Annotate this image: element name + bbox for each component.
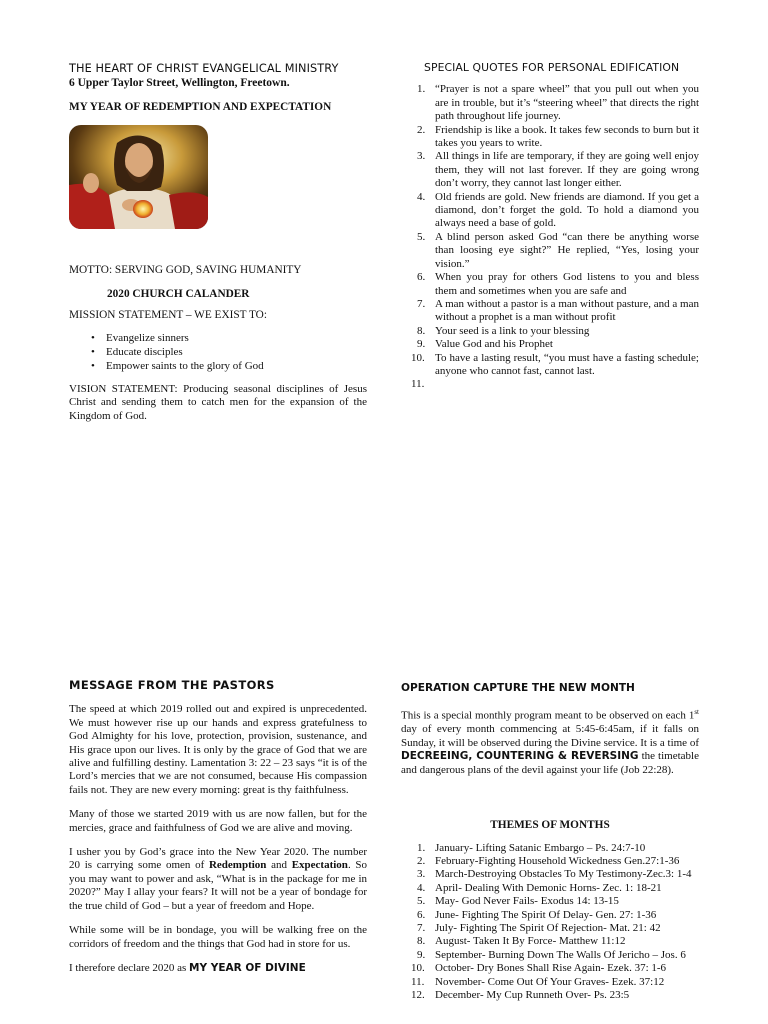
quote-item: 6. When you pray for others God listens to you and bless them and sometimes when you are safe and [417,271,699,297]
quote-item: 2. Friendship is like a book. It takes few seconds to burn but it takes you years to write. [417,123,699,150]
themes-list [401,842,699,1003]
quote-item: 10. To have a lasting result, “you must have a fasting schedule; anyone who cannot fast, cannot last. [411,351,699,377]
quote-item: 11. [411,378,425,391]
quote-item: 1. “Prayer is not a spare wheel” that you pull out when you are in trouble, but it’s “steering wheel” that directs the right path throughout life journey. [417,83,699,123]
quote-item: 8. Your seed is a link to your blessing [417,324,590,337]
motto-text: MOTTO: SERVING GOD, SAVING HUMANITY [69,264,302,277]
mission-statement-heading: MISSION STATEMENT – WE EXIST TO: [69,309,267,322]
month-theme-item: 10. October- Dry Bones Shall Rise Again- Ezek. 37: 1-6 [411,962,667,975]
quote-item: 5. A blind person asked God “can there be anything worse than loosing eye sight?” He replied, “Yes, losing your vision.” [417,230,699,270]
quote-item: 7. A man without a pastor is a man without pasture, and a man without a prophet is a man without profit [417,297,699,324]
month-theme-item: 8. August- Taken It By Force- Matthew 11:12 [417,935,626,948]
message-paragraph: The speed at which 2019 rolled out and expired is unprecedented. We must however rise up our hands and express gratefulness to God Almighty for his love, protection, provision, sustenance, and His grace upon our lives. It is only by the grace of God that we are alive and fulfilling destiny. Lamentation 3: 22 – 23 says “it is of the Lord’s mercies that we are not consumed, because His compassion fails not. They are new every morning: great is thy faithfulness. [69,703,367,796]
ministry-name: THE HEART OF CHRIST EVANGELICAL MINISTRY [69,62,339,75]
message-paragraph: Many of those we started 2019 with us are now fallen, but for the mercies, grace and faithfulness of God we are alive and moving. [69,808,367,834]
month-theme-item: 9. September- Burning Down The Walls Of Jericho – Jos. 6 [417,948,686,961]
vision-statement: VISION STATEMENT: Producing seasonal disciplines of Jesus Christ and sending them to catch men for the expansion of the Kingdom of God. [69,382,367,422]
quotes-column [401,61,699,392]
month-theme-item: 4. April- Dealing With Demonic Horns- Zec. 1: 18-21 [417,881,662,894]
quotes-title: SPECIAL QUOTES FOR PERSONAL EDIFICATION [424,61,680,74]
quote-item: 4. Old friends are gold. New friends are diamond. If you get a diamond, don’t forget the gold. To hold a diamond you always need a base of gold. [417,190,699,230]
message-paragraph: I therefore declare 2020 as MY YEAR OF DIVINE [69,961,306,974]
operation-title: OPERATION CAPTURE THE NEW MONTH [401,682,635,694]
quotes-list [401,83,699,391]
month-theme-item: 6. June- Fighting The Spirit Of Delay- Gen. 27: 1-36 [417,908,657,921]
message-paragraph: I usher you by God’s grace into the New Year 2020. The number 20 is carrying some omen of Redemption and Expectation. So you may want to power and ask, “What is in the package for me in 2020?” May I allay your fears? It will not be a year of bondage for the true child of God – but a year of freedom and Hope. [69,846,367,912]
ministry-address: 6 Upper Taylor Street, Wellington, Freetown. [69,77,290,90]
mission-list [91,332,367,373]
month-theme-item: 3. March-Destroying Obstacles To My Testimony-Zec.3: 1-4 [417,868,692,881]
month-theme-item: 12. December- My Cup Runneth Over- Ps. 23:5 [411,988,630,1001]
operation-description: This is a special monthly program meant to be observed on each 1st day of every month commencing at 5:45-6:45am, if it falls on Sunday, it will be observed during the Divine service. It is a time of DECREEING, COUNTERING & REVERSING the timetable and dangerous plans of the devil against your life (Job 22:28). [401,708,699,776]
pastors-message-column [69,679,367,975]
themes-title: THEMES OF MONTHS [490,819,610,832]
mission-item: • Empower saints to the glory of God [91,360,367,374]
mission-item: • Evangelize sinners [91,332,367,346]
month-theme-item: 11. November- Come Out Of Your Graves- Ezek. 37:12 [411,975,665,988]
month-theme-item: 2. February-Fighting Household Wickedness Gen.27:1-36 [417,854,680,867]
quote-item: 9. Value God and his Prophet [417,338,553,351]
brochure-cover-column [69,62,367,423]
operation-column [401,682,699,1002]
month-theme-item: 1. January- Lifting Satanic Embargo – Ps. 24:7-10 [417,841,646,854]
jesus-portrait-image [69,125,208,229]
message-paragraph: While some will be in bondage, you will be walking free on the corridors of freedom and the things that God had in store for us. [69,924,367,950]
calendar-title: 2020 CHURCH CALANDER [107,287,250,300]
month-theme-item: 7. July- Fighting The Spirit Of Rejection- Mat. 21: 42 [417,921,661,934]
month-theme-item: 5. May- God Never Fails- Exodus 14: 13-15 [417,895,619,908]
message-title: MESSAGE FROM THE PASTORS [69,678,275,692]
mission-item: • Educate disciples [91,346,367,360]
quote-item: 3. All things in life are temporary, if they are going well enjoy them, they will not last forever. If they are going wrong don’t worry, they cannot last longer either. [417,150,699,190]
year-theme-title: MY YEAR OF REDEMPTION AND EXPECTATION [69,100,332,113]
